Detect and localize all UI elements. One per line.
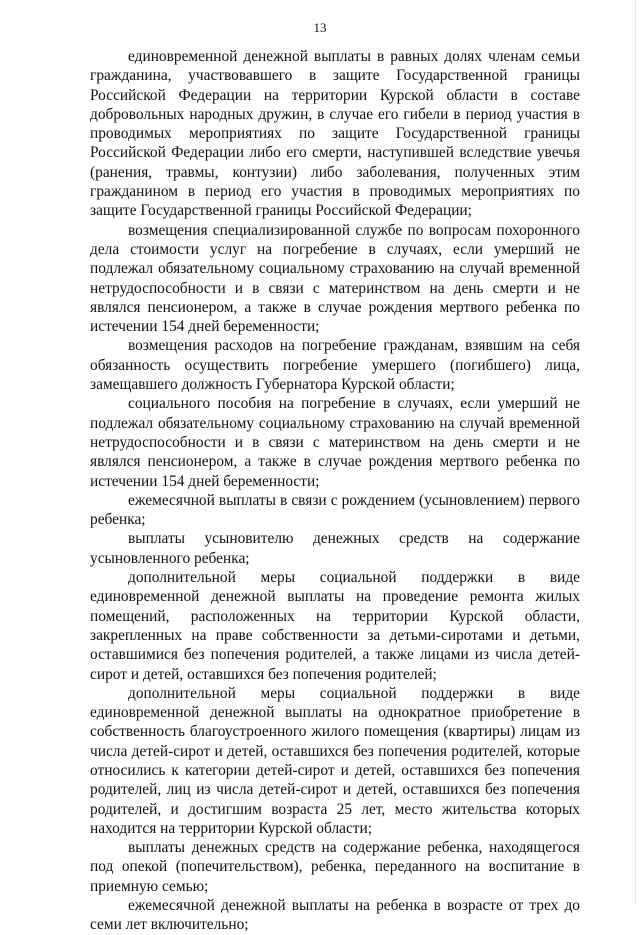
paragraph: ежемесячной выплаты в связи с рождением (усыновлением) первого ребенка; xyxy=(90,491,580,529)
paragraph: дополнительной меры социальной поддержки в виде единовременной денежной выплаты на однократное приобретение в собственность благоустроенного жилого помещения (квартиры) лицам из числа детей-сирот и детей, оставшихся без попечения родителей, которые относились к категории детей-сирот и детей, оставшихся без попечения родителей, лиц из числа детей-сирот и детей, оставшихся без попечения родителей, и достигшим возраста 25 лет, место жительства которых находится на территории Курской области; xyxy=(90,684,580,837)
page-number: 13 xyxy=(313,20,327,35)
scan-edge-line xyxy=(635,0,636,905)
paragraph: выплаты денежных средств на содержание ребенка, находящегося под опекой (попечительством), ребенка, переданного на воспитание в приемную семью; xyxy=(90,839,580,895)
paragraph: социального пособия на погребение в случаях, если умерший не подлежал обязательному социальному страхованию на случай временной нетрудоспособности и в связи с материнством на день смерти и не являлся пенсионером, а также в случае рождения мертвого ребенка по истечении 154 дней беременности; xyxy=(90,395,580,490)
document-body xyxy=(90,47,580,935)
paragraph: возмещения специализированной службе по вопросам похоронного дела стоимости услуг на погребение в случаях, если умерший не подлежал обязательному социальному страхованию на случай временной нетрудоспособности и в связи с материнством на день смерти и не являлся пенсионером, а также в случае рождения мертвого ребенка по истечении 154 дней беременности; xyxy=(90,221,580,336)
paragraph: единовременной денежной выплаты в равных долях членам семьи гражданина, участвовавшего в защите Государственной границы Российской Федерации на территории Курской области в составе добровольных народных дружин, в случае его гибели в период участия в проводимых мероприятиях по защите Государственной границы Российской Федерации либо его смерти, наступившей вследствие увечья (ранения, травмы, контузии) либо заболевания, полученных этим гражданином в период его участия в проводимых мероприятиях по защите Государственной границы Российской Федерации; xyxy=(90,48,580,220)
paragraph: выплаты усыновителю денежных средств на содержание усыновленного ребенка; xyxy=(90,530,580,567)
paragraph: ежемесячной денежной выплаты на ребенка в возрасте от трех до семи лет включительно; xyxy=(90,897,580,934)
paragraph: дополнительной меры социальной поддержки в виде единовременной денежной выплаты на проведение ремонта жилых помещений, расположенных на территории Курской области, закрепленных на праве собственности за детьми-сиротами и детьми, оставшимися без попечения родителей, а также лицами из числа детей-сирот и детей, оставшихся без попечения родителей; xyxy=(90,569,580,683)
paragraph: возмещения расходов на погребение гражданам, взявшим на себя обязанность осуществить погребение умершего (погибшего) лица, замещавшего должность Губернатора Курской области; xyxy=(90,337,580,394)
